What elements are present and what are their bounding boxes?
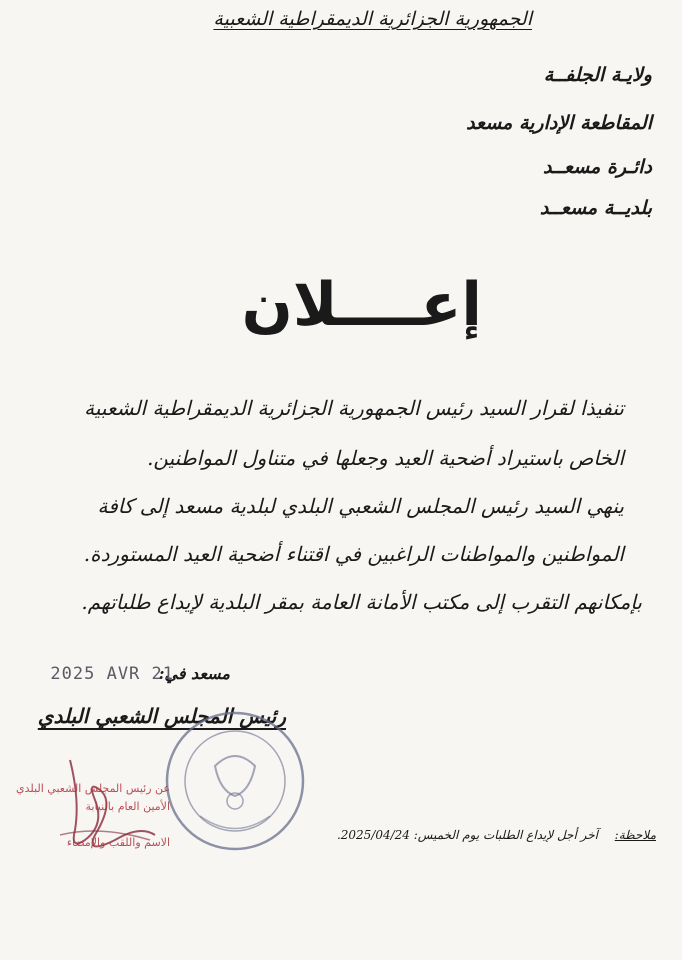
place-date-label: مسعد في: bbox=[158, 664, 230, 683]
body-line-2: الخاص باستيراد أضحية العيد وجعلها في متناول المواطنين. bbox=[147, 446, 624, 470]
commune-line: بلديــة مسعــد bbox=[539, 197, 652, 219]
note-text: آخر أجل لإيداع الطلبات يوم الخميس: 2025/04/24. bbox=[336, 828, 598, 842]
body-line-1: تنفيذا لقرار السيد رئيس الجمهورية الجزائرية الديمقراطية الشعبية bbox=[84, 396, 624, 420]
announcement-title: إعــــلان bbox=[241, 270, 482, 340]
note-label: ملاحظة: bbox=[614, 828, 656, 842]
stamp-line-2: الأمين العام بالنيابة bbox=[85, 800, 170, 813]
body-line-5: بإمكانهم التقرب إلى مكتب الأمانة العامة بمقر البلدية لإيداع طلباتهم. bbox=[81, 590, 642, 614]
secretary-stamp bbox=[16, 780, 170, 852]
district-line: المقاطعة الإدارية مسعد bbox=[466, 112, 652, 134]
body-line-4: المواطنين والمواطنات الراغبين في اقتناء أضحية العيد المستوردة. bbox=[83, 542, 624, 566]
stamp-line-1: عن رئيس المجلس الشعبي البلدي bbox=[16, 782, 170, 795]
daira-line: دائـرة مسعــد bbox=[542, 156, 652, 178]
stamp-line-3: الاسم واللقب والإمضاء bbox=[66, 836, 170, 849]
date-stamp: 2025 AVR 21 bbox=[50, 664, 174, 684]
president-title: رئيس المجلس الشعبي البلدي bbox=[37, 704, 286, 728]
republic-header: الجمهورية الجزائرية الديمقراطية الشعبية bbox=[213, 8, 532, 30]
body-line-3: ينهي السيد رئيس المجلس الشعبي البلدي لبلدية مسعد إلى كافة bbox=[97, 494, 624, 518]
wilaya-line: ولايـة الجلفــة bbox=[543, 64, 652, 86]
